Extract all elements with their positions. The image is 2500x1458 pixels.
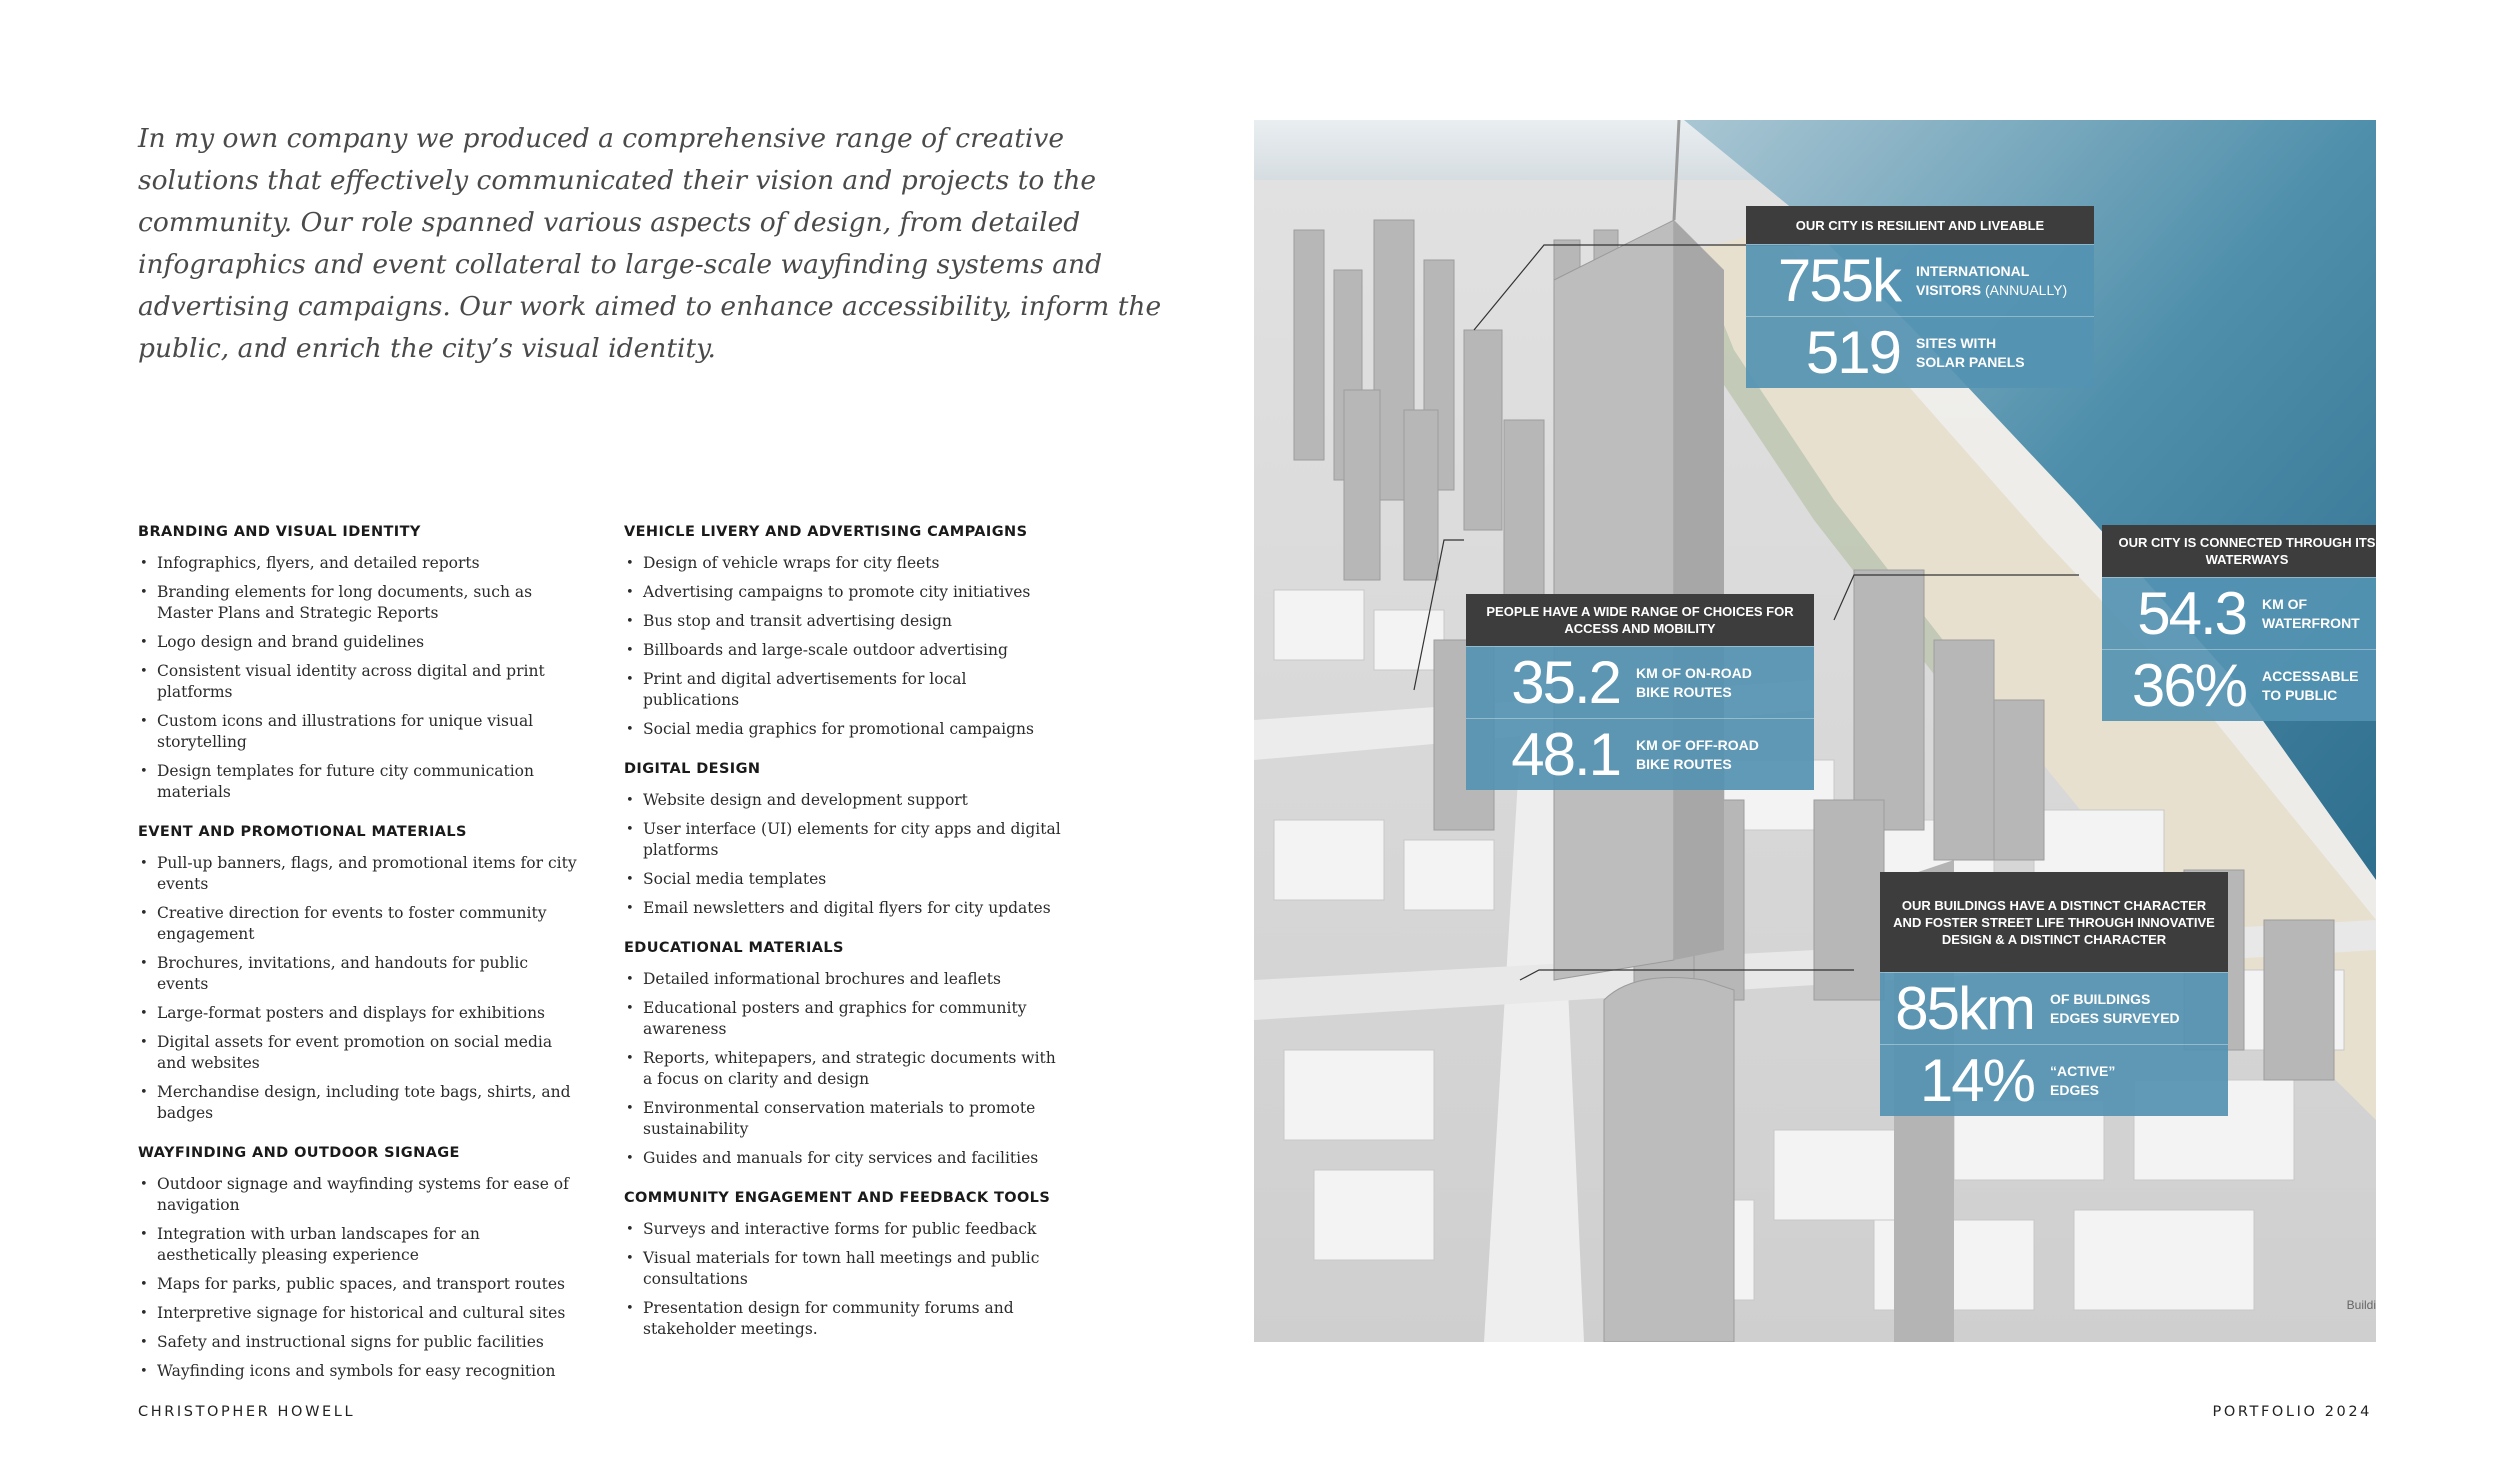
list-item: • Logo design and brand guidelines <box>138 632 578 653</box>
footer-portfolio: PORTFOLIO 2024 <box>2212 1404 2372 1420</box>
callout-heading: OUR CITY IS CONNECTED THROUGH ITS WATERWAYS <box>2102 525 2376 577</box>
list-item: • Print and digital advertisements for local publications <box>624 669 1064 711</box>
list-item: • Pull-up banners, flags, and promotional items for city events <box>138 853 578 895</box>
stat-label: KM OF OFF-ROAD BIKE ROUTES <box>1636 736 1759 772</box>
bullet-list <box>624 969 1064 1169</box>
list-item: • Surveys and interactive forms for public feedback <box>624 1219 1064 1240</box>
list-item: • Bus stop and transit advertising design <box>624 611 1064 632</box>
bullet-list <box>138 553 578 803</box>
stat-label: KM OF ON-ROAD BIKE ROUTES <box>1636 664 1752 700</box>
list-item: • Brochures, invitations, and handouts for public events <box>138 953 578 995</box>
stat-label: SITES WITH SOLAR PANELS <box>1916 334 2025 370</box>
list-item: • Digital assets for event promotion on social media and websites <box>138 1032 578 1074</box>
stat-label: KM OF WATERFRONT <box>2262 595 2360 631</box>
list-item: • Email newsletters and digital flyers for city updates <box>624 898 1064 919</box>
list-item: • Integration with urban landscapes for an aesthetically pleasing experience <box>138 1224 578 1266</box>
callout-heading: OUR CITY IS RESILIENT AND LIVEABLE <box>1746 206 2094 244</box>
stat-value: 14% <box>1919 1046 2034 1114</box>
stat-value: 35.2 <box>1511 648 1620 716</box>
callout-heading: OUR BUILDINGS HAVE A DISTINCT CHARACTER AND FOSTER STREET LIFE THROUGH INNOVATIVE DESIGN & A DISTINCT CHARACTER <box>1880 872 2228 972</box>
city-infographic-image <box>1254 120 2376 1342</box>
service-section <box>624 757 1064 919</box>
stat-value: 85km <box>1895 974 2034 1042</box>
service-section <box>624 936 1064 1169</box>
stat-row <box>2102 577 2376 649</box>
bullet-list <box>138 853 578 1124</box>
list-item: • Maps for parks, public spaces, and transport routes <box>138 1274 578 1295</box>
list-item: • Design templates for future city communication materials <box>138 761 578 803</box>
list-item: • Social media templates <box>624 869 1064 890</box>
list-item: • Social media graphics for promotional campaigns <box>624 719 1064 740</box>
list-item: • Reports, whitepapers, and strategic documents with a focus on clarity and design <box>624 1048 1064 1090</box>
section-heading: VEHICLE LIVERY AND ADVERTISING CAMPAIGNS <box>624 524 1028 540</box>
section-heading: EVENT AND PROMOTIONAL MATERIALS <box>138 824 467 840</box>
list-item: • Website design and development support <box>624 790 1064 811</box>
section-heading: BRANDING AND VISUAL IDENTITY <box>138 524 421 540</box>
stat-value: 48.1 <box>1511 720 1620 788</box>
services-column-left <box>138 520 578 1399</box>
service-section <box>138 820 578 1124</box>
list-item: • Interpretive signage for historical and cultural sites <box>138 1303 578 1324</box>
list-item: • Design of vehicle wraps for city fleets <box>624 553 1064 574</box>
list-item: • User interface (UI) elements for city apps and digital platforms <box>624 819 1064 861</box>
footer-author: CHRISTOPHER HOWELL <box>138 1404 356 1420</box>
stat-label: ACCESSABLE TO PUBLIC <box>2262 667 2359 703</box>
callout-waterways <box>2102 525 2376 721</box>
section-heading: COMMUNITY ENGAGEMENT AND FEEDBACK TOOLS <box>624 1190 1051 1206</box>
list-item: • Presentation design for community forums and stakeholder meetings. <box>624 1298 1064 1340</box>
stat-row <box>1880 972 2228 1044</box>
callout-heading: PEOPLE HAVE A WIDE RANGE OF CHOICES FOR ACCESS AND MOBILITY <box>1466 594 1814 646</box>
stat-row <box>1746 244 2094 316</box>
stat-row <box>1880 1044 2228 1116</box>
bullet-list <box>624 553 1064 740</box>
bullet-list <box>624 1219 1064 1340</box>
service-section <box>624 1186 1064 1340</box>
callout-buildings <box>1880 872 2228 1116</box>
list-item: • Safety and instructional signs for public facilities <box>138 1332 578 1353</box>
list-item: • Custom icons and illustrations for unique visual storytelling <box>138 711 578 753</box>
section-heading: EDUCATIONAL MATERIALS <box>624 940 844 956</box>
list-item: • Environmental conservation materials to promote sustainability <box>624 1098 1064 1140</box>
callout-resilient <box>1746 206 2094 388</box>
stat-value: 519 <box>1805 318 1900 386</box>
section-heading: WAYFINDING AND OUTDOOR SIGNAGE <box>138 1145 460 1161</box>
stat-label: “ACTIVE” EDGES <box>2050 1062 2116 1098</box>
stat-label: INTERNATIONAL VISITORS (ANNUALLY) <box>1916 262 2068 298</box>
service-section <box>138 520 578 803</box>
stat-value: 755k <box>1777 246 1900 314</box>
stat-row <box>1466 646 1814 718</box>
stat-row <box>1746 316 2094 388</box>
list-item: • Branding elements for long documents, such as Master Plans and Strategic Reports <box>138 582 578 624</box>
intro-paragraph: In my own company we produced a comprehensive range of creative solutions that effectively communicated their vision and projects to the community. Our role spanned various aspects of design, from detailed infographics and event collateral to large-scale wayfinding systems and advertising campaigns. Our work aimed to enhance accessibility, inform the public, and enrich the city’s visual identity. <box>138 123 1162 364</box>
list-item: • Large-format posters and displays for exhibitions <box>138 1003 578 1024</box>
services-column-right <box>624 520 1064 1357</box>
stat-value: 36% <box>2131 651 2246 719</box>
bullet-list <box>138 1174 578 1382</box>
stat-row <box>2102 649 2376 721</box>
list-item: • Outdoor signage and wayfinding systems for ease of navigation <box>138 1174 578 1216</box>
list-item: • Advertising campaigns to promote city initiatives <box>624 582 1064 603</box>
list-item: • Creative direction for events to foster community engagement <box>138 903 578 945</box>
list-item: • Wayfinding icons and symbols for easy recognition <box>138 1361 578 1382</box>
stat-label: OF BUILDINGS EDGES SURVEYED <box>2050 990 2180 1026</box>
stat-value: 54.3 <box>2137 579 2246 647</box>
image-credit: Buildi <box>2346 1298 2376 1312</box>
list-item: • Guides and manuals for city services and facilities <box>624 1148 1064 1169</box>
list-item: • Billboards and large-scale outdoor advertising <box>624 640 1064 661</box>
bullet-list <box>624 790 1064 919</box>
list-item: • Merchandise design, including tote bags, shirts, and badges <box>138 1082 578 1124</box>
service-section <box>138 1141 578 1382</box>
section-heading: DIGITAL DESIGN <box>624 761 761 777</box>
list-item: • Detailed informational brochures and leaflets <box>624 969 1064 990</box>
callout-mobility <box>1466 594 1814 790</box>
stat-row <box>1466 718 1814 790</box>
list-item: • Consistent visual identity across digital and print platforms <box>138 661 578 703</box>
list-item: • Visual materials for town hall meetings and public consultations <box>624 1248 1064 1290</box>
list-item: • Educational posters and graphics for community awareness <box>624 998 1064 1040</box>
list-item: • Infographics, flyers, and detailed reports <box>138 553 578 574</box>
service-section <box>624 520 1064 740</box>
